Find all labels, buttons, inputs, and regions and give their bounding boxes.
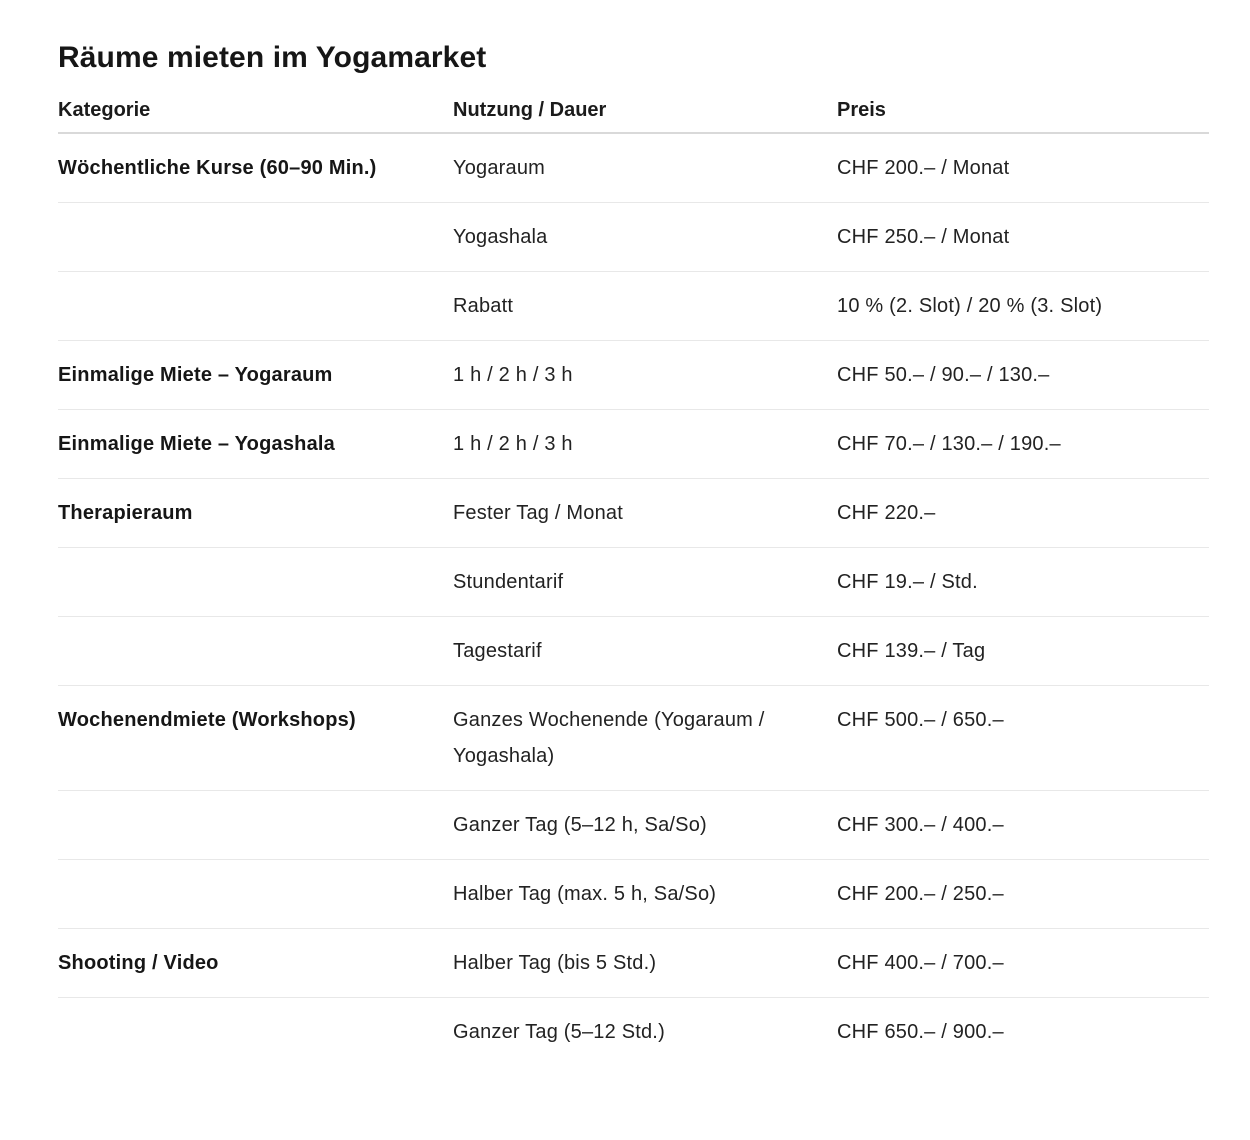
category-cell: Wochenendmiete (Workshops)	[58, 686, 453, 791]
table-row	[58, 548, 1209, 617]
table-row	[58, 860, 1209, 929]
usage-cell: Rabatt	[453, 272, 837, 341]
price-cell: 10 % (2. Slot) / 20 % (3. Slot)	[837, 272, 1209, 341]
table-header-row	[58, 88, 1209, 133]
table-row	[58, 479, 1209, 548]
category-cell	[58, 860, 453, 929]
category-cell: Therapieraum	[58, 479, 453, 548]
price-cell: CHF 200.– / Monat	[837, 133, 1209, 203]
usage-cell: Yogaraum	[453, 133, 837, 203]
header-nutzung-dauer: Nutzung / Dauer	[453, 88, 837, 133]
table-row	[58, 410, 1209, 479]
category-cell	[58, 272, 453, 341]
price-cell: CHF 650.– / 900.–	[837, 1021, 1004, 1043]
usage-cell: 1 h / 2 h / 3 h	[453, 341, 837, 410]
header-kategorie: Kategorie	[58, 88, 453, 133]
usage-cell: Yogashala	[453, 203, 837, 272]
category-cell: Wöchentliche Kurse (60–90 Min.)	[58, 133, 453, 203]
category-cell	[58, 548, 453, 617]
price-cell: CHF 19.– / Std.	[837, 548, 1209, 617]
usage-cell: Halber Tag (bis 5 Std.)	[453, 929, 837, 998]
price-cell: CHF 220.–	[837, 479, 1209, 548]
table-row	[58, 203, 1209, 272]
price-cell: CHF 300.– / 400.–	[837, 791, 1209, 860]
usage-cell: Fester Tag / Monat	[453, 479, 837, 548]
usage-cell: Tagestarif	[453, 617, 837, 686]
price-cell: CHF 500.– / 650.–	[837, 686, 1209, 791]
category-cell	[58, 791, 453, 860]
header-preis: Preis	[837, 88, 1209, 133]
table-row	[58, 341, 1209, 410]
table-row	[58, 686, 1209, 791]
table-row	[58, 929, 1209, 998]
usage-cell: Halber Tag (max. 5 h, Sa/So)	[453, 860, 837, 929]
price-table	[58, 88, 1209, 1066]
category-cell: Einmalige Miete – Yogaraum	[58, 341, 453, 410]
price-cell: CHF 250.– / Monat	[837, 203, 1209, 272]
table-row	[58, 133, 1209, 203]
price-cell: CHF 139.– / Tag	[837, 617, 1209, 686]
price-cell: CHF 400.– / 700.–	[837, 929, 1209, 998]
category-cell: Shooting / Video	[58, 929, 453, 998]
category-cell: Einmalige Miete – Yogashala	[58, 410, 453, 479]
category-cell	[58, 203, 453, 272]
category-cell	[58, 617, 453, 686]
price-cell: CHF 70.– / 130.– / 190.–	[837, 410, 1209, 479]
table-row	[58, 998, 1209, 1067]
usage-cell: 1 h / 2 h / 3 h	[453, 410, 837, 479]
usage-cell: Ganzer Tag (5–12 h, Sa/So)	[453, 791, 837, 860]
page-title: Räume mieten im Yogamarket	[58, 41, 487, 74]
usage-cell: Stundentarif	[453, 548, 837, 617]
usage-cell: Ganzer Tag (5–12 Std.)	[453, 1021, 665, 1043]
price-cell: CHF 50.– / 90.– / 130.–	[837, 341, 1209, 410]
usage-cell: Ganzes Wochenende (Yogaraum / Yogashala)	[453, 686, 837, 791]
table-row	[58, 272, 1209, 341]
category-cell	[58, 998, 453, 1067]
price-cell: CHF 200.– / 250.–	[837, 860, 1209, 929]
table-row	[58, 617, 1209, 686]
table-row	[58, 791, 1209, 860]
